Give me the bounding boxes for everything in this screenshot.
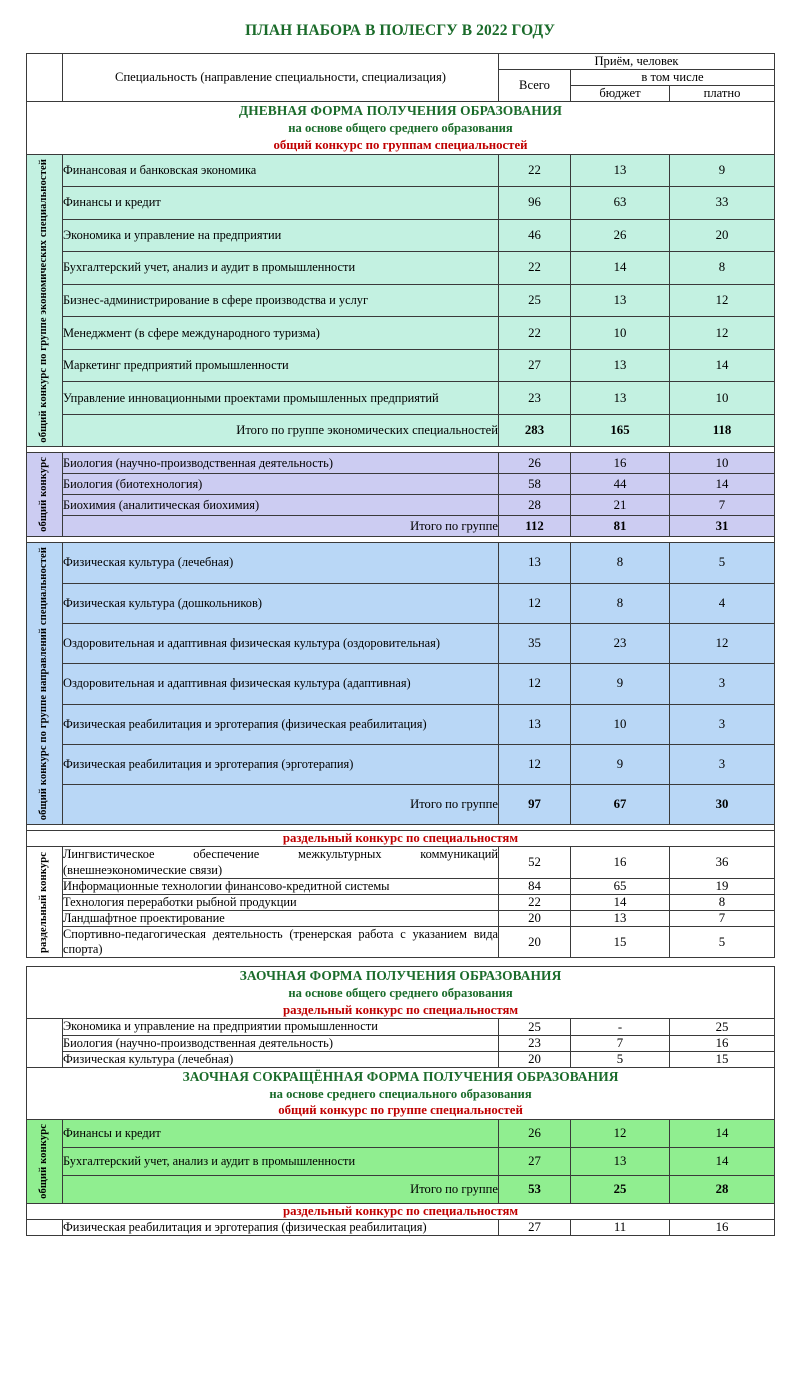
table-row bbox=[27, 894, 775, 910]
value-budget: 63 bbox=[571, 187, 670, 220]
banner-line-1: ЗАОЧНАЯ ФОРМА ПОЛУЧЕНИЯ ОБРАЗОВАНИЯ bbox=[239, 968, 562, 984]
page-title: ПЛАН НАБОРА В ПОЛЕСГУ В 2022 ГОДУ bbox=[245, 22, 555, 39]
group-total-label: Итого по группе bbox=[63, 1176, 499, 1204]
value-budget: 9 bbox=[571, 744, 670, 784]
table-row bbox=[27, 1051, 775, 1067]
table-row bbox=[27, 154, 775, 187]
value-budget: 8 bbox=[571, 583, 670, 623]
value-paid: 4 bbox=[670, 583, 775, 623]
value-total: 25 bbox=[499, 284, 571, 317]
specialty-name: Физическая реабилитация и эрготерапия (физическая реабилитация) bbox=[63, 1219, 499, 1235]
value-paid: 16 bbox=[670, 1219, 775, 1235]
specialty-name: Физическая культура (лечебная) bbox=[63, 1051, 499, 1067]
table-row bbox=[27, 495, 775, 516]
table-row bbox=[27, 284, 775, 317]
group-side-label-short-separate bbox=[27, 1219, 63, 1235]
value-paid: 16 bbox=[670, 1035, 775, 1051]
specialty-name: Маркетинг предприятий промышленности bbox=[63, 349, 499, 382]
specialty-name: Экономика и управление на предприятии bbox=[63, 219, 499, 252]
table-row bbox=[27, 1148, 775, 1176]
value-paid: 14 bbox=[670, 349, 775, 382]
value-total: 27 bbox=[499, 1148, 571, 1176]
value-total: 84 bbox=[499, 878, 571, 894]
group-total-label: Итого по группе экономических специальностей bbox=[63, 414, 499, 446]
value-budget: 13 bbox=[571, 154, 670, 187]
value-budget: - bbox=[571, 1019, 670, 1035]
value-total: 27 bbox=[499, 349, 571, 382]
specialty-name: Оздоровительная и адаптивная физическая культура (оздоровительная) bbox=[63, 623, 499, 663]
specialty-name: Биология (научно-производственная деятельность) bbox=[63, 1035, 499, 1051]
value-paid: 14 bbox=[670, 1148, 775, 1176]
table-row bbox=[27, 1219, 775, 1235]
value-budget: 12 bbox=[571, 1120, 670, 1148]
subbanner-text: раздельный конкурс по специальностям bbox=[282, 831, 519, 846]
admission-plan-table-correspondence bbox=[26, 966, 775, 1236]
value-paid: 19 bbox=[670, 878, 775, 894]
specialty-name: Экономика и управление на предприятии промышленности bbox=[63, 1019, 499, 1035]
value-paid: 3 bbox=[670, 664, 775, 704]
table-row bbox=[27, 910, 775, 926]
header-corner-cell bbox=[27, 54, 63, 102]
value-total: 26 bbox=[499, 1120, 571, 1148]
value-budget: 26 bbox=[571, 219, 670, 252]
group-total-total: 97 bbox=[499, 785, 571, 825]
table-row bbox=[27, 1019, 775, 1035]
group-total-total: 283 bbox=[499, 414, 571, 446]
group-side-label-economics bbox=[27, 154, 63, 447]
value-total: 26 bbox=[499, 453, 571, 474]
value-paid: 14 bbox=[670, 1120, 775, 1148]
table-row bbox=[27, 543, 775, 583]
table-row bbox=[27, 583, 775, 623]
table-row bbox=[27, 317, 775, 350]
group-total-budget: 81 bbox=[571, 516, 670, 537]
group-side-label-separate bbox=[27, 847, 63, 958]
value-total: 28 bbox=[499, 495, 571, 516]
value-budget: 14 bbox=[571, 252, 670, 285]
value-paid: 3 bbox=[670, 744, 775, 784]
value-paid: 5 bbox=[670, 543, 775, 583]
value-budget: 10 bbox=[571, 704, 670, 744]
specialty-name: Информационные технологии финансово-кредитной системы bbox=[63, 878, 499, 894]
value-paid: 8 bbox=[670, 894, 775, 910]
table-row bbox=[27, 252, 775, 285]
section-banner-daytime bbox=[27, 102, 775, 154]
value-total: 23 bbox=[499, 1035, 571, 1051]
group-side-label-short-economics bbox=[27, 1120, 63, 1204]
value-budget: 13 bbox=[571, 382, 670, 415]
group-total-budget: 67 bbox=[571, 785, 670, 825]
table-row bbox=[27, 349, 775, 382]
group-total-budget: 25 bbox=[571, 1176, 670, 1204]
table-row bbox=[27, 744, 775, 784]
subbanner-text: раздельный конкурс по специальностям bbox=[282, 1203, 519, 1218]
value-total: 12 bbox=[499, 664, 571, 704]
value-total: 25 bbox=[499, 1019, 571, 1035]
value-paid: 14 bbox=[670, 474, 775, 495]
table-row bbox=[27, 474, 775, 495]
banner-line-3: общий конкурс по группам специальностей bbox=[273, 137, 528, 152]
value-budget: 7 bbox=[571, 1035, 670, 1051]
specialty-name: Физическая культура (дошкольников) bbox=[63, 583, 499, 623]
header-including: в том числе bbox=[571, 70, 775, 86]
table-row bbox=[27, 878, 775, 894]
section-subbanner-short-separate bbox=[27, 1203, 775, 1219]
value-paid: 12 bbox=[670, 317, 775, 350]
specialty-name: Финансовая и банковская экономика bbox=[63, 154, 499, 187]
group-side-label-physical-culture bbox=[27, 543, 63, 825]
admission-plan-table-daytime bbox=[26, 53, 775, 958]
specialty-name: Биология (научно-производственная деятельность) bbox=[63, 453, 499, 474]
value-total: 20 bbox=[499, 910, 571, 926]
specialty-name: Финансы и кредит bbox=[63, 1120, 499, 1148]
value-total: 96 bbox=[499, 187, 571, 220]
specialty-name: Технология переработки рыбной продукции bbox=[63, 894, 499, 910]
value-total: 12 bbox=[499, 744, 571, 784]
group-total-paid: 30 bbox=[670, 785, 775, 825]
value-paid: 25 bbox=[670, 1019, 775, 1035]
value-paid: 15 bbox=[670, 1051, 775, 1067]
group-total-row bbox=[27, 1176, 775, 1204]
group-total-label: Итого по группе bbox=[63, 516, 499, 537]
group-total-total: 112 bbox=[499, 516, 571, 537]
table-row bbox=[27, 1120, 775, 1148]
group-total-row bbox=[27, 785, 775, 825]
value-paid: 20 bbox=[670, 219, 775, 252]
table-row bbox=[27, 1035, 775, 1051]
group-side-label-text: общий конкурс по группе направлений специальностей bbox=[38, 547, 50, 821]
table-row bbox=[27, 927, 775, 958]
value-budget: 13 bbox=[571, 349, 670, 382]
table-row bbox=[27, 664, 775, 704]
group-total-row bbox=[27, 414, 775, 446]
value-budget: 13 bbox=[571, 910, 670, 926]
specialty-name: Биохимия (аналитическая биохимия) bbox=[63, 495, 499, 516]
table-row bbox=[27, 219, 775, 252]
section-subbanner-daytime-separate bbox=[27, 831, 775, 847]
specialty-name: Физическая реабилитация и эрготерапия (эрготерапия) bbox=[63, 744, 499, 784]
value-total: 52 bbox=[499, 847, 571, 878]
value-total: 13 bbox=[499, 704, 571, 744]
specialty-name: Управление инновационными проектами промышленных предприятий bbox=[63, 382, 499, 415]
value-paid: 8 bbox=[670, 252, 775, 285]
value-budget: 16 bbox=[571, 453, 670, 474]
value-total: 35 bbox=[499, 623, 571, 663]
value-budget: 5 bbox=[571, 1051, 670, 1067]
group-total-row bbox=[27, 516, 775, 537]
header-admission: Приём, человек bbox=[499, 54, 775, 70]
group-side-label-correspondence bbox=[27, 1019, 63, 1067]
header-total: Всего bbox=[499, 70, 571, 102]
group-total-paid: 28 bbox=[670, 1176, 775, 1204]
specialty-name: Спортивно-педагогическая деятельность (тренерская работа с указанием вида спорта) bbox=[63, 927, 498, 957]
value-total: 22 bbox=[499, 252, 571, 285]
value-paid: 3 bbox=[670, 704, 775, 744]
value-budget: 8 bbox=[571, 543, 670, 583]
value-budget: 23 bbox=[571, 623, 670, 663]
value-paid: 10 bbox=[670, 453, 775, 474]
value-paid: 10 bbox=[670, 382, 775, 415]
value-budget: 15 bbox=[571, 927, 670, 958]
specialty-name: Лингвистическое обеспечение межкультурных коммуникаций (внешнеэкономические связи) bbox=[63, 847, 498, 877]
value-budget: 9 bbox=[571, 664, 670, 704]
banner-line-3: общий конкурс по группе специальностей bbox=[278, 1103, 523, 1118]
value-paid: 9 bbox=[670, 154, 775, 187]
section-banner-correspondence bbox=[27, 967, 775, 1019]
banner-line-2: на основе общего среднего образования bbox=[288, 121, 513, 136]
banner-line-3: раздельный конкурс по специальностям bbox=[282, 1002, 519, 1017]
value-total: 22 bbox=[499, 154, 571, 187]
group-side-label-text: общий конкурс bbox=[38, 1124, 50, 1199]
table-row bbox=[27, 847, 775, 878]
group-total-paid: 118 bbox=[670, 414, 775, 446]
specialty-name: Биология (биотехнология) bbox=[63, 474, 499, 495]
banner-line-2: на основе среднего специального образования bbox=[269, 1086, 532, 1101]
value-paid: 36 bbox=[670, 847, 775, 878]
value-budget: 14 bbox=[571, 894, 670, 910]
table-row bbox=[27, 453, 775, 474]
value-paid: 12 bbox=[670, 623, 775, 663]
header-budget: бюджет bbox=[571, 86, 670, 102]
value-total: 27 bbox=[499, 1219, 571, 1235]
group-total-label: Итого по группе bbox=[63, 785, 499, 825]
banner-line-1: ЗАОЧНАЯ СОКРАЩЁННАЯ ФОРМА ПОЛУЧЕНИЯ ОБРАЗОВАНИЯ bbox=[182, 1068, 619, 1084]
specialty-name: Бухгалтерский учет, анализ и аудит в промышленности bbox=[63, 252, 499, 285]
specialty-name: Ландшафтное проектирование bbox=[63, 910, 499, 926]
value-total: 46 bbox=[499, 219, 571, 252]
table-row bbox=[27, 382, 775, 415]
value-paid: 33 bbox=[670, 187, 775, 220]
value-paid: 7 bbox=[670, 910, 775, 926]
specialty-name: Физическая культура (лечебная) bbox=[63, 543, 499, 583]
value-paid: 5 bbox=[670, 927, 775, 958]
value-total: 58 bbox=[499, 474, 571, 495]
value-budget: 44 bbox=[571, 474, 670, 495]
value-total: 12 bbox=[499, 583, 571, 623]
value-total: 20 bbox=[499, 927, 571, 958]
value-budget: 10 bbox=[571, 317, 670, 350]
group-total-budget: 165 bbox=[571, 414, 670, 446]
value-total: 20 bbox=[499, 1051, 571, 1067]
header-specialty: Специальность (направление специальности, специализация) bbox=[63, 54, 499, 102]
value-budget: 65 bbox=[571, 878, 670, 894]
section-banner-correspondence-short bbox=[27, 1067, 775, 1119]
banner-line-2: на основе общего среднего образования bbox=[288, 985, 513, 1000]
table-header-row-1 bbox=[27, 54, 775, 70]
table-row bbox=[27, 187, 775, 220]
specialty-name: Бухгалтерский учет, анализ и аудит в промышленности bbox=[63, 1148, 499, 1176]
table-row bbox=[27, 623, 775, 663]
group-side-label-text: общий конкурс по группе экономических специальностей bbox=[38, 158, 50, 443]
specialty-name: Физическая реабилитация и эрготерапия (физическая реабилитация) bbox=[63, 704, 499, 744]
value-total: 22 bbox=[499, 894, 571, 910]
value-budget: 13 bbox=[571, 1148, 670, 1176]
value-paid: 7 bbox=[670, 495, 775, 516]
banner-line-1: ДНЕВНАЯ ФОРМА ПОЛУЧЕНИЯ ОБРАЗОВАНИЯ bbox=[238, 103, 563, 119]
value-total: 23 bbox=[499, 382, 571, 415]
specialty-name: Бизнес-администрирование в сфере производства и услуг bbox=[63, 284, 499, 317]
value-paid: 12 bbox=[670, 284, 775, 317]
value-total: 13 bbox=[499, 543, 571, 583]
specialty-name: Финансы и кредит bbox=[63, 187, 499, 220]
value-budget: 11 bbox=[571, 1219, 670, 1235]
group-total-total: 53 bbox=[499, 1176, 571, 1204]
value-total: 22 bbox=[499, 317, 571, 350]
group-total-paid: 31 bbox=[670, 516, 775, 537]
value-budget: 21 bbox=[571, 495, 670, 516]
header-paid: платно bbox=[670, 86, 775, 102]
specialty-name: Оздоровительная и адаптивная физическая культура (адаптивная) bbox=[63, 664, 499, 704]
specialty-name: Менеджмент (в сфере международного туризма) bbox=[63, 317, 499, 350]
table-row bbox=[27, 704, 775, 744]
value-budget: 16 bbox=[571, 847, 670, 878]
value-budget: 13 bbox=[571, 284, 670, 317]
group-side-label-text: общий конкурс bbox=[38, 457, 50, 533]
group-side-label-biology bbox=[27, 453, 63, 537]
group-side-label-text: раздельный конкурс bbox=[38, 851, 50, 953]
